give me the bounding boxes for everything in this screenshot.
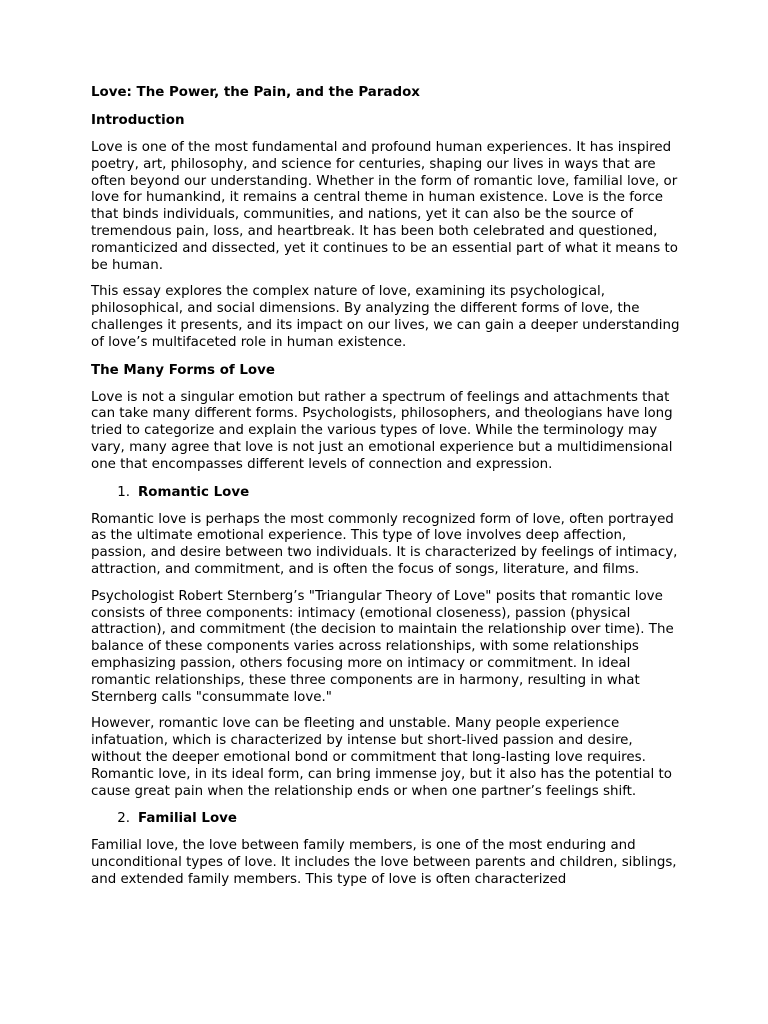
list-number: 2.	[117, 811, 130, 827]
paragraph: Familial love, the love between family members, is one of the most enduring and unconditional types of love. It includes the love between parents and children, siblings, and extended family members. This type of love is often characterized	[91, 838, 677, 887]
paragraph: Romantic love is perhaps the most commonly recognized form of love, often portrayed as the ultimate emotional experience. This type of love involves deep affection, passion, and desire between two individuals. It is characterized by feelings of intimacy, attraction, and commitment, and is often the focus of songs, literature, and films.	[91, 511, 678, 577]
list-heading-text: Romantic Love	[138, 484, 250, 500]
list-heading-text: Familial Love	[138, 811, 237, 827]
document-page	[91, 84, 681, 899]
section-heading-introduction: Introduction	[91, 113, 185, 128]
document-title: Love: The Power, the Pain, and the Paradox	[91, 85, 420, 100]
paragraph: This essay explores the complex nature of love, examining its psychological, philosophical, and social dimensions. By analyzing the different forms of love, the challenges it presents, and its impact on our lives, we can gain a deeper understanding of love’s multifaceted role in human existence.	[91, 284, 680, 350]
list-number: 1.	[117, 484, 130, 500]
list-item-familial-love	[91, 810, 681, 828]
paragraph: Psychologist Robert Sternberg’s "Triangular Theory of Love" posits that romantic love consists of three components: intimacy (emotional closeness), passion (physical attraction), and commitment (the decision to maintain the relationship over time). The balance of these components varies across relationships, with some relationships emphasizing passion, others focusing more on intimacy or commitment. In ideal romantic relationships, these three components are in harmony, resulting in what Sternberg calls "consummate love."	[91, 588, 674, 705]
list-item-romantic-love	[91, 484, 681, 502]
section-heading-forms: The Many Forms of Love	[91, 362, 275, 378]
paragraph: Love is not a singular emotion but rather a spectrum of feelings and attachments that can take many different forms. Psychologists, philosophers, and theologians have long tried to categorize and explain the various types of love. While the terminology may vary, many agree that love is not just an emotional experience but a multidimensional one that encompasses different levels of connection and expression.	[91, 389, 673, 472]
paragraph: Love is one of the most fundamental and profound human experiences. It has inspired poetry, art, philosophy, and science for centuries, shaping our lives in ways that are often beyond our understanding. Whether in the form of romantic love, familial love, or love for humankind, it remains a central theme in human existence. Love is the force that binds individuals, communities, and nations, yet it can also be the source of tremendous pain, loss, and heartbreak. It has been both celebrated and questioned, romanticized and dissected, yet it continues to be an essential part of what it means to be human.	[91, 140, 678, 273]
paragraph: However, romantic love can be fleeting and unstable. Many people experience infatuation, which is characterized by intense but short-lived passion and desire, without the deeper emotional bond or commitment that long-lasting love requires. Romantic love, in its ideal form, can bring immense joy, but it also has the potential to cause great pain when the relationship ends or when one partner’s feelings shift.	[91, 716, 672, 799]
